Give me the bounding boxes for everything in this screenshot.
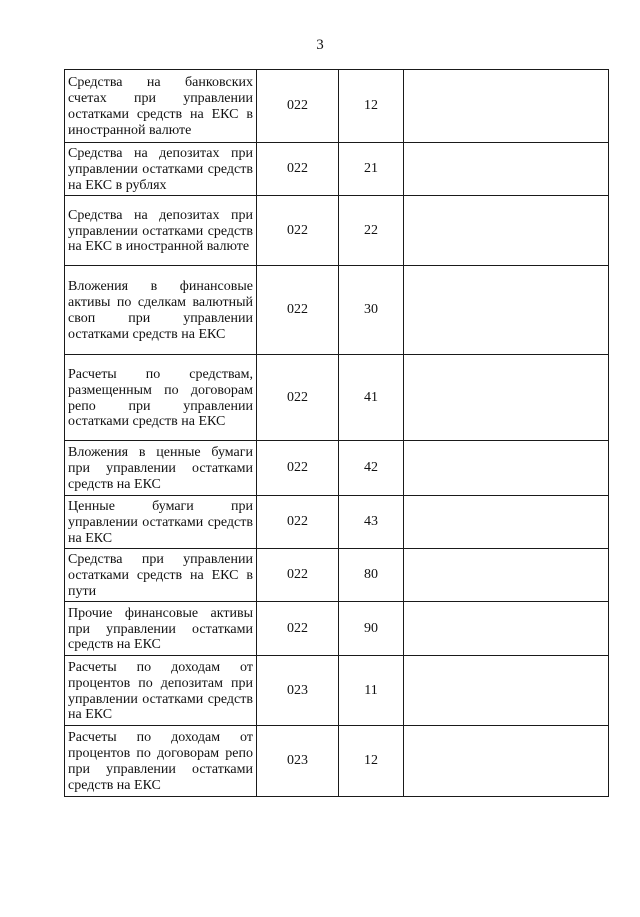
account-code-cell: 022 (257, 355, 339, 441)
page-number: 3 (316, 37, 324, 53)
account-code-cell: 022 (257, 441, 339, 496)
account-name: Средства на банковских счетах при управлении остатками средств на ЕКС в иностранной валюте (68, 75, 253, 138)
account-sub-code-cell: 80 (339, 549, 404, 602)
account-name-cell (65, 355, 257, 441)
account-sub-code-cell: 30 (339, 266, 404, 355)
empty-cell (404, 602, 609, 656)
account-code-cell: 022 (257, 549, 339, 602)
empty-cell (404, 70, 609, 143)
accounts-table-body (65, 70, 609, 797)
table-row (65, 355, 609, 441)
account-sub-code-cell: 22 (339, 196, 404, 266)
table-row (65, 726, 609, 797)
account-name-cell (65, 656, 257, 726)
table-row (65, 196, 609, 266)
account-name: Средства при управлении остатками средств на ЕКС в пути (68, 552, 253, 599)
table-row (65, 549, 609, 602)
empty-cell (404, 726, 609, 797)
account-code-cell: 022 (257, 266, 339, 355)
account-name-cell (65, 726, 257, 797)
empty-cell (404, 496, 609, 549)
account-sub-code-cell: 21 (339, 143, 404, 196)
account-name: Расчеты по доходам от процентов по договорам репо при управлении остатками средств на ЕКС (68, 730, 253, 793)
table-row (65, 602, 609, 656)
table-row (65, 441, 609, 496)
empty-cell (404, 143, 609, 196)
empty-cell (404, 196, 609, 266)
account-sub-code-cell: 12 (339, 726, 404, 797)
account-code-cell: 022 (257, 143, 339, 196)
account-name-cell (65, 602, 257, 656)
account-sub-code-cell: 11 (339, 656, 404, 726)
account-name-cell (65, 496, 257, 549)
account-name: Вложения в финансовые активы по сделкам валютный своп при управлении остатками средств на ЕКС (68, 279, 253, 342)
empty-cell (404, 355, 609, 441)
account-name: Средства на депозитах при управлении остатками средств на ЕКС в иностранной валюте (68, 207, 253, 255)
account-name: Вложения в ценные бумаги при управлении остатками средств на ЕКС (68, 445, 253, 492)
empty-cell (404, 656, 609, 726)
account-sub-code-cell: 42 (339, 441, 404, 496)
account-name-cell (65, 441, 257, 496)
empty-cell (404, 441, 609, 496)
account-name-cell (65, 196, 257, 266)
account-sub-code-cell: 43 (339, 496, 404, 549)
account-sub-code-cell: 90 (339, 602, 404, 656)
accounts-table (64, 69, 609, 797)
account-name-cell (65, 143, 257, 196)
account-name-cell (65, 266, 257, 355)
account-code-cell: 022 (257, 496, 339, 549)
account-sub-code-cell: 41 (339, 355, 404, 441)
table-row (65, 496, 609, 549)
account-code-cell: 022 (257, 602, 339, 656)
account-name: Прочие финансовые активы при управлении остатками средств на ЕКС (68, 605, 253, 653)
account-name: Расчеты по доходам от процентов по депозитам при управлении остатками средств на ЕКС (68, 659, 253, 723)
account-name: Расчеты по средствам, размещенным по договорам репо при управлении остатками средств на ЕКС (68, 366, 253, 430)
account-name: Ценные бумаги при управлении остатками средств на ЕКС (68, 499, 253, 546)
table-row (65, 143, 609, 196)
account-code-cell: 023 (257, 656, 339, 726)
account-sub-code-cell: 12 (339, 70, 404, 143)
account-code-cell: 022 (257, 70, 339, 143)
table-row (65, 70, 609, 143)
empty-cell (404, 266, 609, 355)
account-name-cell (65, 70, 257, 143)
empty-cell (404, 549, 609, 602)
account-code-cell: 022 (257, 196, 339, 266)
account-name: Средства на депозитах при управлении остатками средств на ЕКС в рублях (68, 146, 253, 193)
table-row (65, 656, 609, 726)
table-row (65, 266, 609, 355)
account-code-cell: 023 (257, 726, 339, 797)
account-name-cell (65, 549, 257, 602)
